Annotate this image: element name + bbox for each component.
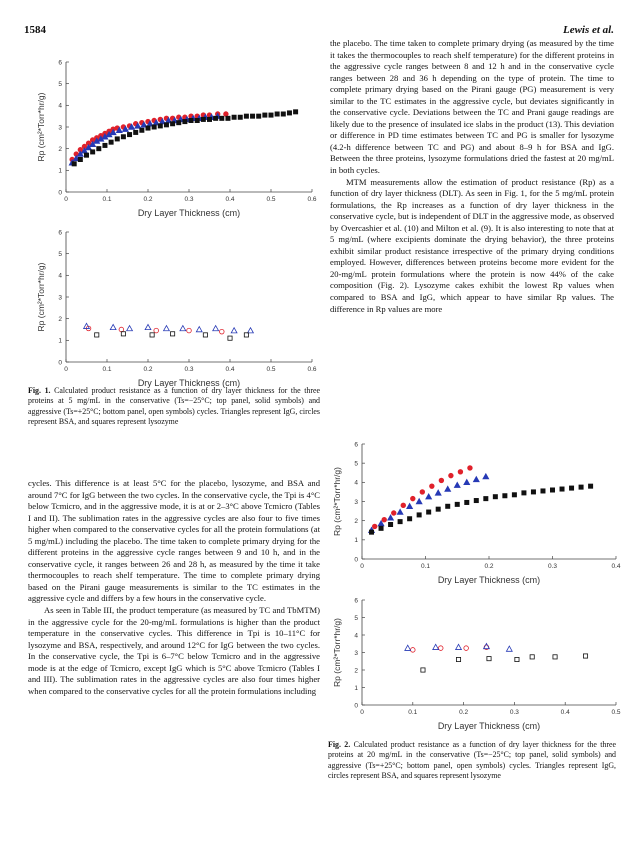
x-tick-label: 0.4	[611, 563, 621, 570]
point-square	[158, 124, 162, 128]
point-square	[579, 485, 583, 489]
point-square	[150, 333, 154, 337]
point-triangle	[454, 482, 460, 487]
point-triangle	[110, 324, 116, 329]
point-triangle	[483, 474, 489, 479]
point-triangle	[445, 486, 451, 491]
point-triangle	[397, 509, 403, 514]
y-tick-label: 2	[58, 315, 62, 323]
point-triangle	[231, 328, 237, 333]
point-circle	[430, 484, 435, 489]
fig2-top-chart	[326, 434, 626, 589]
point-square	[369, 530, 373, 534]
point-triangle	[435, 490, 441, 495]
point-triangle	[473, 477, 479, 482]
paragraph: As seen in Table III, the product temperature (as measured by TC and TbMTM) in the aggressive cycle for the 20-mg/mL formulations is higher than the product temperature in the conservative cycles. This difference in Tpi is 10–11°C for lysozyme and BSA, respectively, and around 12°C for IgG between the two cycles. In the conservative cycle, the Tpi is 6–7°C below Tcmicro and in the aggressive mode is at the edge of Tcmicro, except IgG which is 5°C above Tcmicro (Tables I and III). The sublimation rates in the aggressive cycles are also four times higher when compared to the conservative cycles for all the protein formulations including	[28, 605, 320, 696]
x-tick-label: 0.1	[420, 563, 431, 570]
point-circle	[119, 327, 124, 332]
x-tick-label: 0.4	[225, 366, 235, 373]
x-tick-label: 0.3	[547, 563, 558, 570]
right-column-text	[330, 38, 614, 315]
point-square	[177, 121, 181, 125]
y-tick-label: 6	[58, 229, 62, 237]
point-square	[164, 123, 168, 127]
point-square	[95, 333, 99, 337]
point-square	[189, 118, 193, 122]
y-tick-label: 1	[354, 537, 358, 545]
point-circle	[401, 503, 406, 508]
y-tick-label: 0	[354, 556, 358, 564]
point-square	[446, 504, 450, 508]
x-tick-label: 0.1	[408, 709, 418, 716]
point-square	[484, 497, 488, 501]
left-column-text	[28, 478, 320, 697]
point-square	[78, 157, 82, 161]
point-square	[220, 116, 224, 120]
x-tick-label: 0	[64, 366, 68, 373]
point-square	[287, 111, 291, 115]
point-triangle	[405, 645, 411, 650]
point-square	[388, 522, 392, 526]
point-triangle	[196, 327, 202, 332]
point-triangle	[145, 324, 151, 329]
fig1-bottom-chart	[30, 222, 322, 392]
point-square	[232, 115, 236, 119]
y-tick-label: 0	[58, 359, 62, 367]
x-tick-label: 0.2	[143, 366, 153, 373]
y-tick-label: 5	[354, 614, 358, 622]
point-square	[201, 117, 205, 121]
y-tick-label: 4	[58, 102, 62, 110]
point-triangle	[388, 515, 394, 520]
x-axis-label: Dry Layer Thickness (cm)	[137, 208, 241, 218]
point-square	[398, 520, 402, 524]
point-square	[207, 117, 211, 121]
point-triangle	[180, 326, 186, 331]
figure2-caption-text: Calculated product resistance as a function of dry layer thickness for the three proteins at 20 mg/mL in the conservative (Ts=−25°C; top panel, solid symbols) and aggressive (Ts=+25°C; bottom panel, open symbols) cycles. Triangles represent IgG, circles represent BSA, and squares represent lysozyme	[328, 740, 616, 780]
point-square	[238, 115, 242, 119]
x-tick-label: 0.5	[266, 196, 276, 203]
point-square	[493, 495, 497, 499]
point-triangle	[506, 646, 512, 651]
point-square	[214, 116, 218, 120]
series-lysozyme	[369, 484, 592, 534]
point-square	[550, 488, 554, 492]
point-circle	[224, 112, 229, 117]
point-circle	[220, 329, 225, 334]
x-axis-label: Dry Layer Thickness (cm)	[437, 575, 541, 585]
point-circle	[468, 466, 473, 471]
point-circle	[154, 328, 159, 333]
point-circle	[458, 469, 463, 474]
point-square	[121, 135, 125, 139]
figure1-caption-text: Calculated product resistance as a function of dry layer thickness for the three proteins at 5 mg/mL in the conservative (Ts=−25°C; top panel, solid symbols) and aggressive (Ts=+25°C; bottom panel, open symbols) cycles. Triangles represent IgG, circles represent BSA, and squares represent lysozyme	[28, 386, 320, 426]
point-square	[103, 143, 107, 147]
point-square	[183, 119, 187, 123]
point-triangle	[248, 328, 254, 333]
x-tick-label: 0.1	[102, 196, 112, 203]
y-tick-label: 4	[354, 479, 358, 487]
figure2-caption	[328, 740, 616, 781]
point-square	[560, 487, 564, 491]
point-triangle	[456, 644, 462, 649]
y-tick-label: 0	[354, 702, 358, 710]
y-tick-label: 3	[354, 649, 358, 657]
point-square	[531, 490, 535, 494]
point-square	[91, 150, 95, 154]
figure2-caption-label: Fig. 2.	[328, 740, 351, 749]
point-square	[512, 493, 516, 497]
point-square	[203, 333, 207, 337]
point-square	[487, 657, 491, 661]
x-tick-label: 0.4	[560, 709, 570, 716]
point-square	[589, 484, 593, 488]
y-axis-label: Rp (cm²*Torr*hr/g)	[332, 618, 342, 687]
point-triangle	[426, 494, 432, 499]
point-triangle	[127, 326, 133, 331]
point-square	[522, 491, 526, 495]
x-tick-label: 0.5	[266, 366, 276, 373]
point-square	[97, 147, 101, 151]
y-tick-label: 5	[354, 460, 358, 468]
point-square	[421, 668, 425, 672]
point-square	[115, 137, 119, 141]
point-triangle	[213, 326, 219, 331]
paragraph: MTM measurements allow the estimation of product resistance (Rp) as a function of dry layer thickness (DLT). As seen in Fig. 1, for the 5 mg/mL protein formulations, the Rp increases as a function of dry layer thickness in the conservative cycle, but is independent of DLT in the aggressive mode, as observed by Overcashier et al. (10) and Milton et al. (9). It is also interesting to note that at 5 mg/mL (where excipients dominate the drying behavior), the three proteins exhibit similar product resistance irrespective of the primary drying conditions employed. However, differences between proteins become more evident for the 20-mg/mL protein formulations where the protein is now 44% of the cake composition (Fig. 2). Lysozyme cakes exhibit the lowest Rp values when compared to BSA and IgG, which appear to have similar Rp values. The difference in Rp values are more	[330, 176, 614, 314]
point-square	[146, 126, 150, 130]
point-square	[269, 113, 273, 117]
point-square	[569, 486, 573, 490]
x-tick-label: 0.6	[307, 366, 317, 373]
point-square	[171, 122, 175, 126]
point-square	[379, 526, 383, 530]
y-axis-label: Rp (cm²*Torr*hr/g)	[36, 262, 46, 332]
paragraph: the placebo. The time taken to complete primary drying (as measured by the time it takes the thermocouples to reach shelf temperature) for the different proteins in the aggressive cycle ranges between 8 and 12 h and in the conservative cycle ranges between 28 and 36 h depending on the type of protein. The time to complete primary drying based on the Pirani gauge (PG) measurement is very similar to the TC estimates in the aggressive cycle, but deviates significantly in the conservative cycle. Deviations between the TC and Prani gauge readings are likely due to the presence of insulated ice slabs in the product (13). This deviation or difference in PD time estimates between TC and PG is smaller for lysozyme (4.2-h difference between TC and PG) and about 8–9 h for BSA and IgG. Between the three proteins, lysozyme formulations dried the fastest at 20 mg/mL in both cycles.	[330, 38, 614, 176]
point-circle	[464, 646, 469, 651]
point-square	[455, 502, 459, 506]
point-square	[436, 507, 440, 511]
point-square	[84, 153, 88, 157]
point-circle	[391, 511, 396, 516]
x-tick-label: 0	[64, 196, 68, 203]
point-circle	[449, 473, 454, 478]
point-square	[281, 112, 285, 116]
point-square	[195, 118, 199, 122]
point-square	[152, 125, 156, 129]
y-tick-label: 1	[58, 167, 62, 175]
point-triangle	[164, 326, 170, 331]
x-axis-label: Dry Layer Thickness (cm)	[137, 378, 241, 388]
point-triangle	[433, 644, 439, 649]
paragraph: cycles. This difference is at least 5°C for the placebo, lysozyme, and BSA and around 7°C for IgG between the two cycles. In the conservative cycle, the Tpi is 4°C below Tcmicro, and in the aggressive mode, it is at or 2–3°C above Tcmicro (Tables I and II). The sublimation rates in the aggressive cycles are also four to five times higher when compared to the conservative cycles for all the protein formulations (at 5 mg/mL) including the placebo. The time taken to complete primary drying for the different proteins in the aggressive cycle ranges between 9 and 10 h, and in the conservative cycle, it ranges between 26 and 28 h, as measured by the time it take thermocouples to reach shelf temperature. The time to complete primary drying based on the Pirani gauge measurements is similar to the TC estimates in the aggressive cycle and differs by a few hours in the conservative cycle.	[28, 478, 320, 604]
x-tick-label: 0.2	[484, 563, 494, 570]
point-triangle	[464, 479, 470, 484]
y-axis-label: Rp (cm²*Torr*hr/g)	[36, 92, 46, 162]
series-igg	[369, 474, 489, 533]
y-tick-label: 2	[354, 517, 358, 525]
y-tick-label: 1	[354, 684, 358, 692]
point-square	[109, 140, 113, 144]
point-square	[263, 113, 267, 117]
point-square	[134, 130, 138, 134]
x-tick-label: 0.2	[143, 196, 153, 203]
x-tick-label: 0.4	[225, 196, 235, 203]
point-square	[275, 112, 279, 116]
fig2-bottom-chart	[326, 590, 626, 735]
point-square	[226, 116, 230, 120]
y-tick-label: 5	[58, 80, 62, 88]
y-tick-label: 6	[354, 597, 358, 605]
x-tick-label: 0.1	[102, 366, 112, 373]
point-square	[427, 510, 431, 514]
x-tick-label: 0.3	[509, 709, 519, 716]
point-square	[244, 333, 248, 337]
y-tick-label: 3	[58, 294, 62, 302]
point-square	[171, 332, 175, 336]
series-igg	[405, 643, 512, 651]
point-square	[121, 332, 125, 336]
running-head: Lewis et al.	[562, 24, 614, 36]
point-square	[515, 657, 519, 661]
point-square	[474, 498, 478, 502]
point-square	[456, 657, 460, 661]
series-lysozyme	[421, 654, 588, 672]
x-axis-label: Dry Layer Thickness (cm)	[437, 721, 541, 731]
series-bsa	[411, 645, 489, 652]
point-square	[553, 655, 557, 659]
x-tick-label: 0.3	[184, 366, 194, 373]
y-tick-label: 3	[58, 124, 62, 132]
point-circle	[438, 646, 443, 651]
point-square	[250, 114, 254, 118]
point-square	[530, 655, 534, 659]
x-tick-label: 0.5	[611, 709, 621, 716]
x-tick-label: 0.2	[459, 709, 469, 716]
figure1-caption-label: Fig. 1.	[28, 386, 51, 395]
point-circle	[382, 517, 387, 522]
point-circle	[187, 328, 192, 333]
point-square	[294, 110, 298, 114]
y-tick-label: 6	[354, 441, 358, 449]
point-square	[140, 128, 144, 132]
point-square	[541, 489, 545, 493]
x-tick-label: 0	[360, 563, 364, 570]
point-square	[503, 494, 507, 498]
x-tick-label: 0.6	[307, 196, 317, 203]
point-square	[465, 500, 469, 504]
point-square	[127, 132, 131, 136]
point-triangle	[416, 499, 422, 504]
point-square	[72, 162, 76, 166]
y-tick-label: 4	[354, 632, 358, 640]
series-lysozyme	[95, 332, 249, 341]
point-square	[244, 114, 248, 118]
y-axis-label: Rp (cm²*Torr*hr/g)	[332, 467, 342, 536]
point-square	[408, 517, 412, 521]
y-tick-label: 1	[58, 337, 62, 345]
x-tick-label: 0	[360, 709, 364, 716]
point-square	[583, 654, 587, 658]
point-circle	[411, 648, 416, 653]
point-triangle	[407, 503, 413, 508]
y-tick-label: 2	[354, 667, 358, 675]
point-square	[228, 336, 232, 340]
point-circle	[439, 478, 444, 483]
y-tick-label: 2	[58, 145, 62, 153]
y-tick-label: 0	[58, 189, 62, 197]
series-bsa	[372, 466, 472, 529]
point-circle	[420, 490, 425, 495]
figure1-caption	[28, 386, 320, 427]
fig1-top-chart	[30, 52, 322, 222]
point-square	[417, 513, 421, 517]
y-tick-label: 4	[58, 272, 62, 280]
y-tick-label: 3	[354, 498, 358, 506]
y-tick-label: 6	[58, 59, 62, 67]
page-number: 1584	[24, 24, 46, 36]
point-circle	[411, 496, 416, 501]
point-square	[257, 114, 261, 118]
series-igg	[84, 323, 254, 333]
point-circle	[372, 524, 377, 529]
x-tick-label: 0.3	[184, 196, 194, 203]
y-tick-label: 5	[58, 250, 62, 258]
